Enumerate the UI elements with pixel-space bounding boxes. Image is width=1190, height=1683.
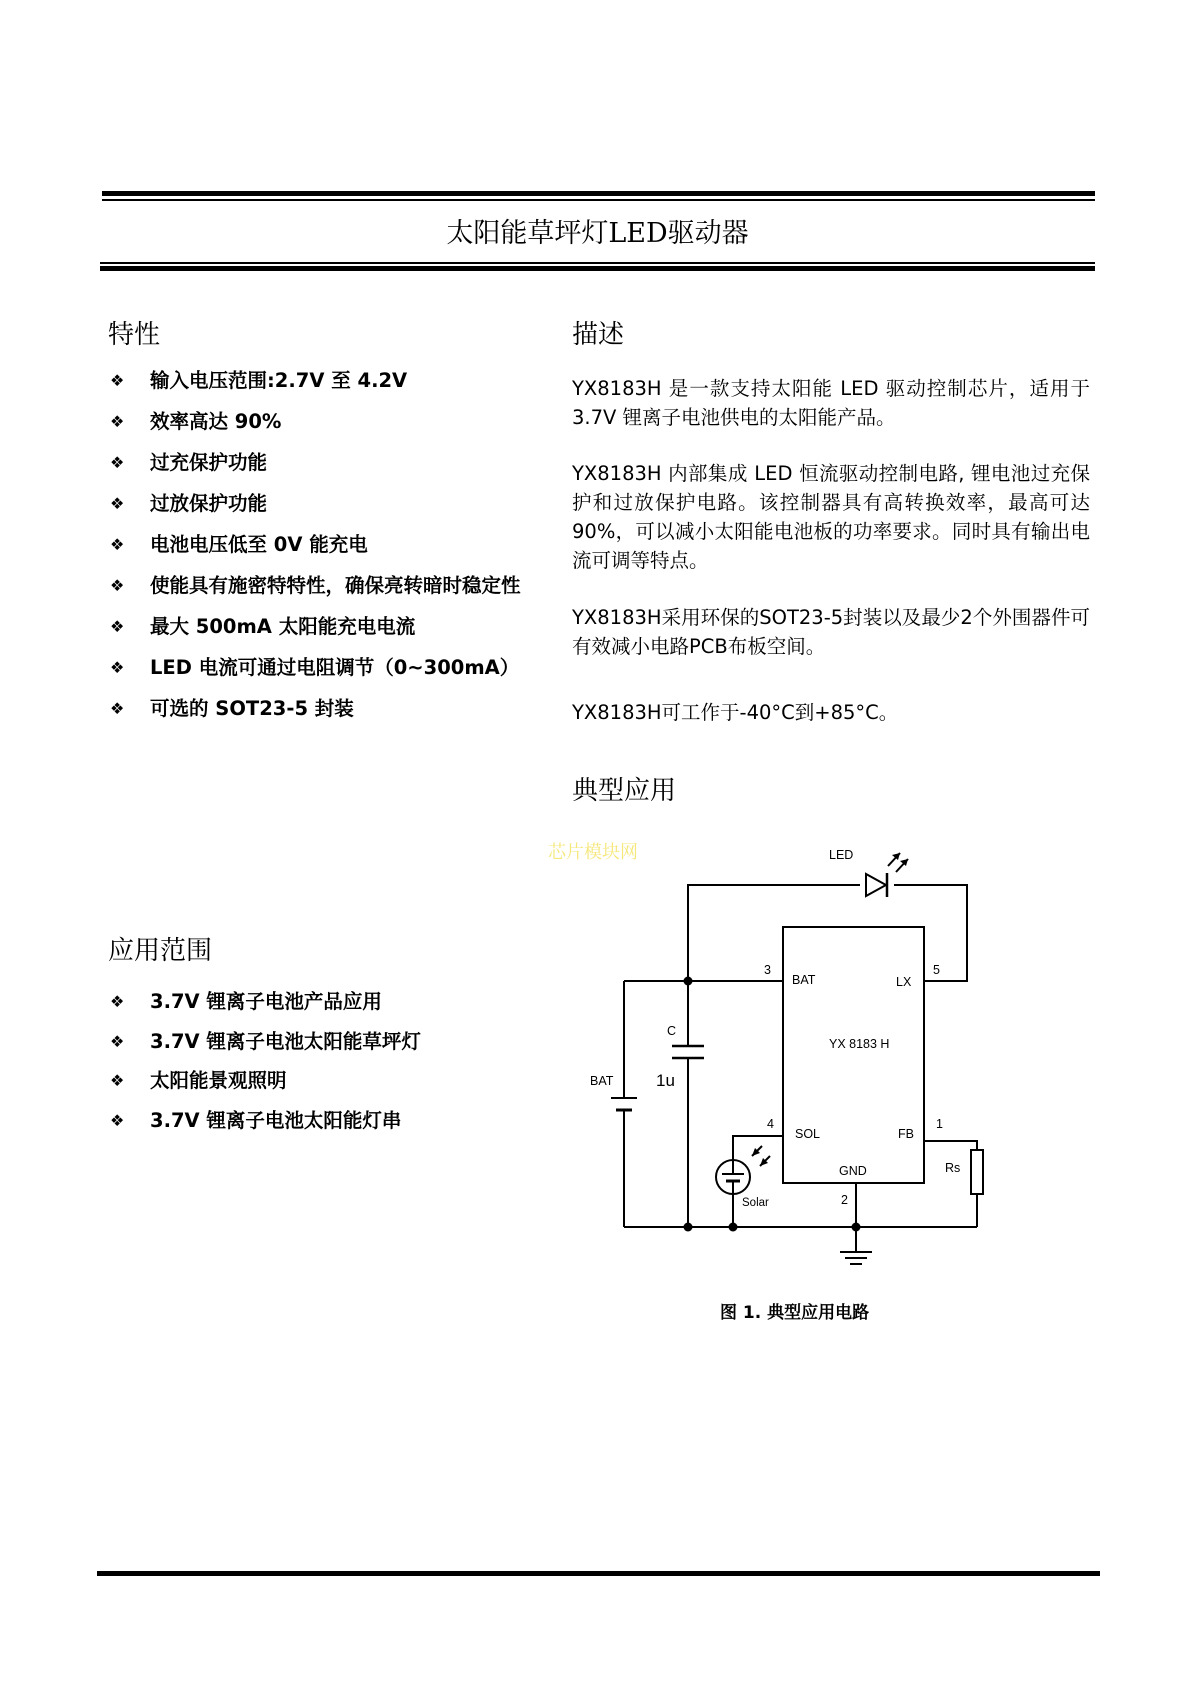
wire-sol-pin [733, 1136, 783, 1160]
pin-gnd-num: 2 [841, 1193, 848, 1207]
diamond-bullet-icon: ❖ [110, 658, 125, 677]
battery-label: BAT [590, 1074, 614, 1088]
diamond-bullet-icon: ❖ [110, 992, 125, 1011]
list-item: ❖ 过放保护功能 [110, 490, 521, 531]
list-item: ❖ 3.7V 锂离子电池产品应用 [110, 990, 382, 1013]
list-item: ❖ 输入电压范围:2.7V 至 4.2V [110, 367, 521, 408]
list-item: ❖ 可选的 SOT23-5 封装 [110, 695, 521, 736]
pin-bat-num: 3 [764, 963, 771, 977]
pin-sol-num: 4 [767, 1117, 774, 1131]
junction-dot [684, 1223, 693, 1232]
junction-dot [684, 977, 693, 986]
diamond-bullet-icon: ❖ [110, 617, 125, 636]
list-item: ❖ 3.7V 锂离子电池太阳能草坪灯 [110, 1029, 421, 1053]
list-item: ❖ 电池电压低至 0V 能充电 [110, 531, 521, 572]
pin-gnd-label: GND [839, 1164, 867, 1178]
diamond-bullet-icon: ❖ [110, 1110, 125, 1130]
list-item: ❖ 效率高达 90% [110, 408, 521, 449]
diamond-bullet-icon: ❖ [110, 412, 125, 431]
junction-dot [852, 1223, 861, 1232]
pin-sol-label: SOL [795, 1127, 821, 1141]
junction-dot [729, 1223, 738, 1232]
list-item: ❖ 使能具有施密特特性，确保亮转暗时稳定性 [110, 572, 521, 613]
led-diode-icon [860, 853, 908, 898]
applications-heading: 应用范围 [108, 936, 213, 966]
chip-body [783, 927, 924, 1183]
description-paragraph: YX8183H 是一款支持太阳能 LED 驱动控制芯片，适用于 3.7V 锂离子电池供电的太阳能产品。 [572, 377, 1090, 429]
features-heading: 特性 [108, 320, 161, 350]
diamond-bullet-icon: ❖ [110, 371, 125, 390]
description-paragraph: YX8183H可工作于-40°C到+85°C。 [572, 701, 899, 724]
led-label: LED [829, 848, 854, 862]
list-item: ❖ 最大 500mA 太阳能充电电流 [110, 613, 521, 654]
document-title: 太阳能草坪灯LED驱动器 [446, 218, 749, 249]
pin-lx-label: LX [896, 975, 912, 989]
description-paragraph: YX8183H采用环保的SOT23-5封装以及最少2个外围器件可有效减小电路PCB布板空间。 [572, 606, 1090, 658]
figure-caption: 图 1. 典型应用电路 [720, 1303, 870, 1323]
solar-label: Solar [742, 1197, 769, 1209]
resistor-rs [971, 1150, 983, 1194]
chip-name: YX 8183 H [829, 1037, 890, 1051]
watermark: 芯片模块网 [548, 842, 638, 863]
list-item: ❖ 过充保护功能 [110, 449, 521, 490]
description-heading: 描述 [572, 320, 625, 350]
typical-application-heading: 典型应用 [572, 776, 677, 806]
pin-fb-label: FB [898, 1127, 914, 1141]
wire-fb-pin [924, 1141, 977, 1150]
footer-rule [97, 1571, 1100, 1576]
capacitor-value: 1u [656, 1071, 675, 1090]
diamond-bullet-icon: ❖ [110, 1071, 125, 1090]
pin-lx-num: 5 [933, 963, 940, 977]
list-item: ❖ 太阳能景观照明 [110, 1069, 287, 1092]
diamond-bullet-icon: ❖ [110, 699, 125, 718]
ground-icon [840, 1252, 872, 1264]
wire-led-loop [688, 885, 967, 981]
description-paragraph: YX8183H 内部集成 LED 恒流驱动控制电路, 锂电池过充保护和过放保护电路。该控制器具有高转换效率，最高可达 90%，可以减小太阳能电池板的功率要求。同时具有输出电流可调等特点。 [572, 462, 1090, 572]
pin-bat-label: BAT [792, 973, 816, 987]
diamond-bullet-icon: ❖ [110, 494, 125, 513]
diamond-bullet-icon: ❖ [110, 1031, 125, 1051]
diamond-bullet-icon: ❖ [110, 535, 125, 554]
resistor-label: Rs [945, 1161, 961, 1175]
list-item: ❖ LED 电流可通过电阻调节（0~300mA） [110, 654, 521, 695]
diamond-bullet-icon: ❖ [110, 576, 125, 595]
pin-fb-num: 1 [936, 1117, 943, 1131]
capacitor-label: C [667, 1024, 677, 1038]
list-item: ❖ 3.7V 锂离子电池太阳能灯串 [110, 1108, 402, 1132]
diamond-bullet-icon: ❖ [110, 453, 125, 472]
